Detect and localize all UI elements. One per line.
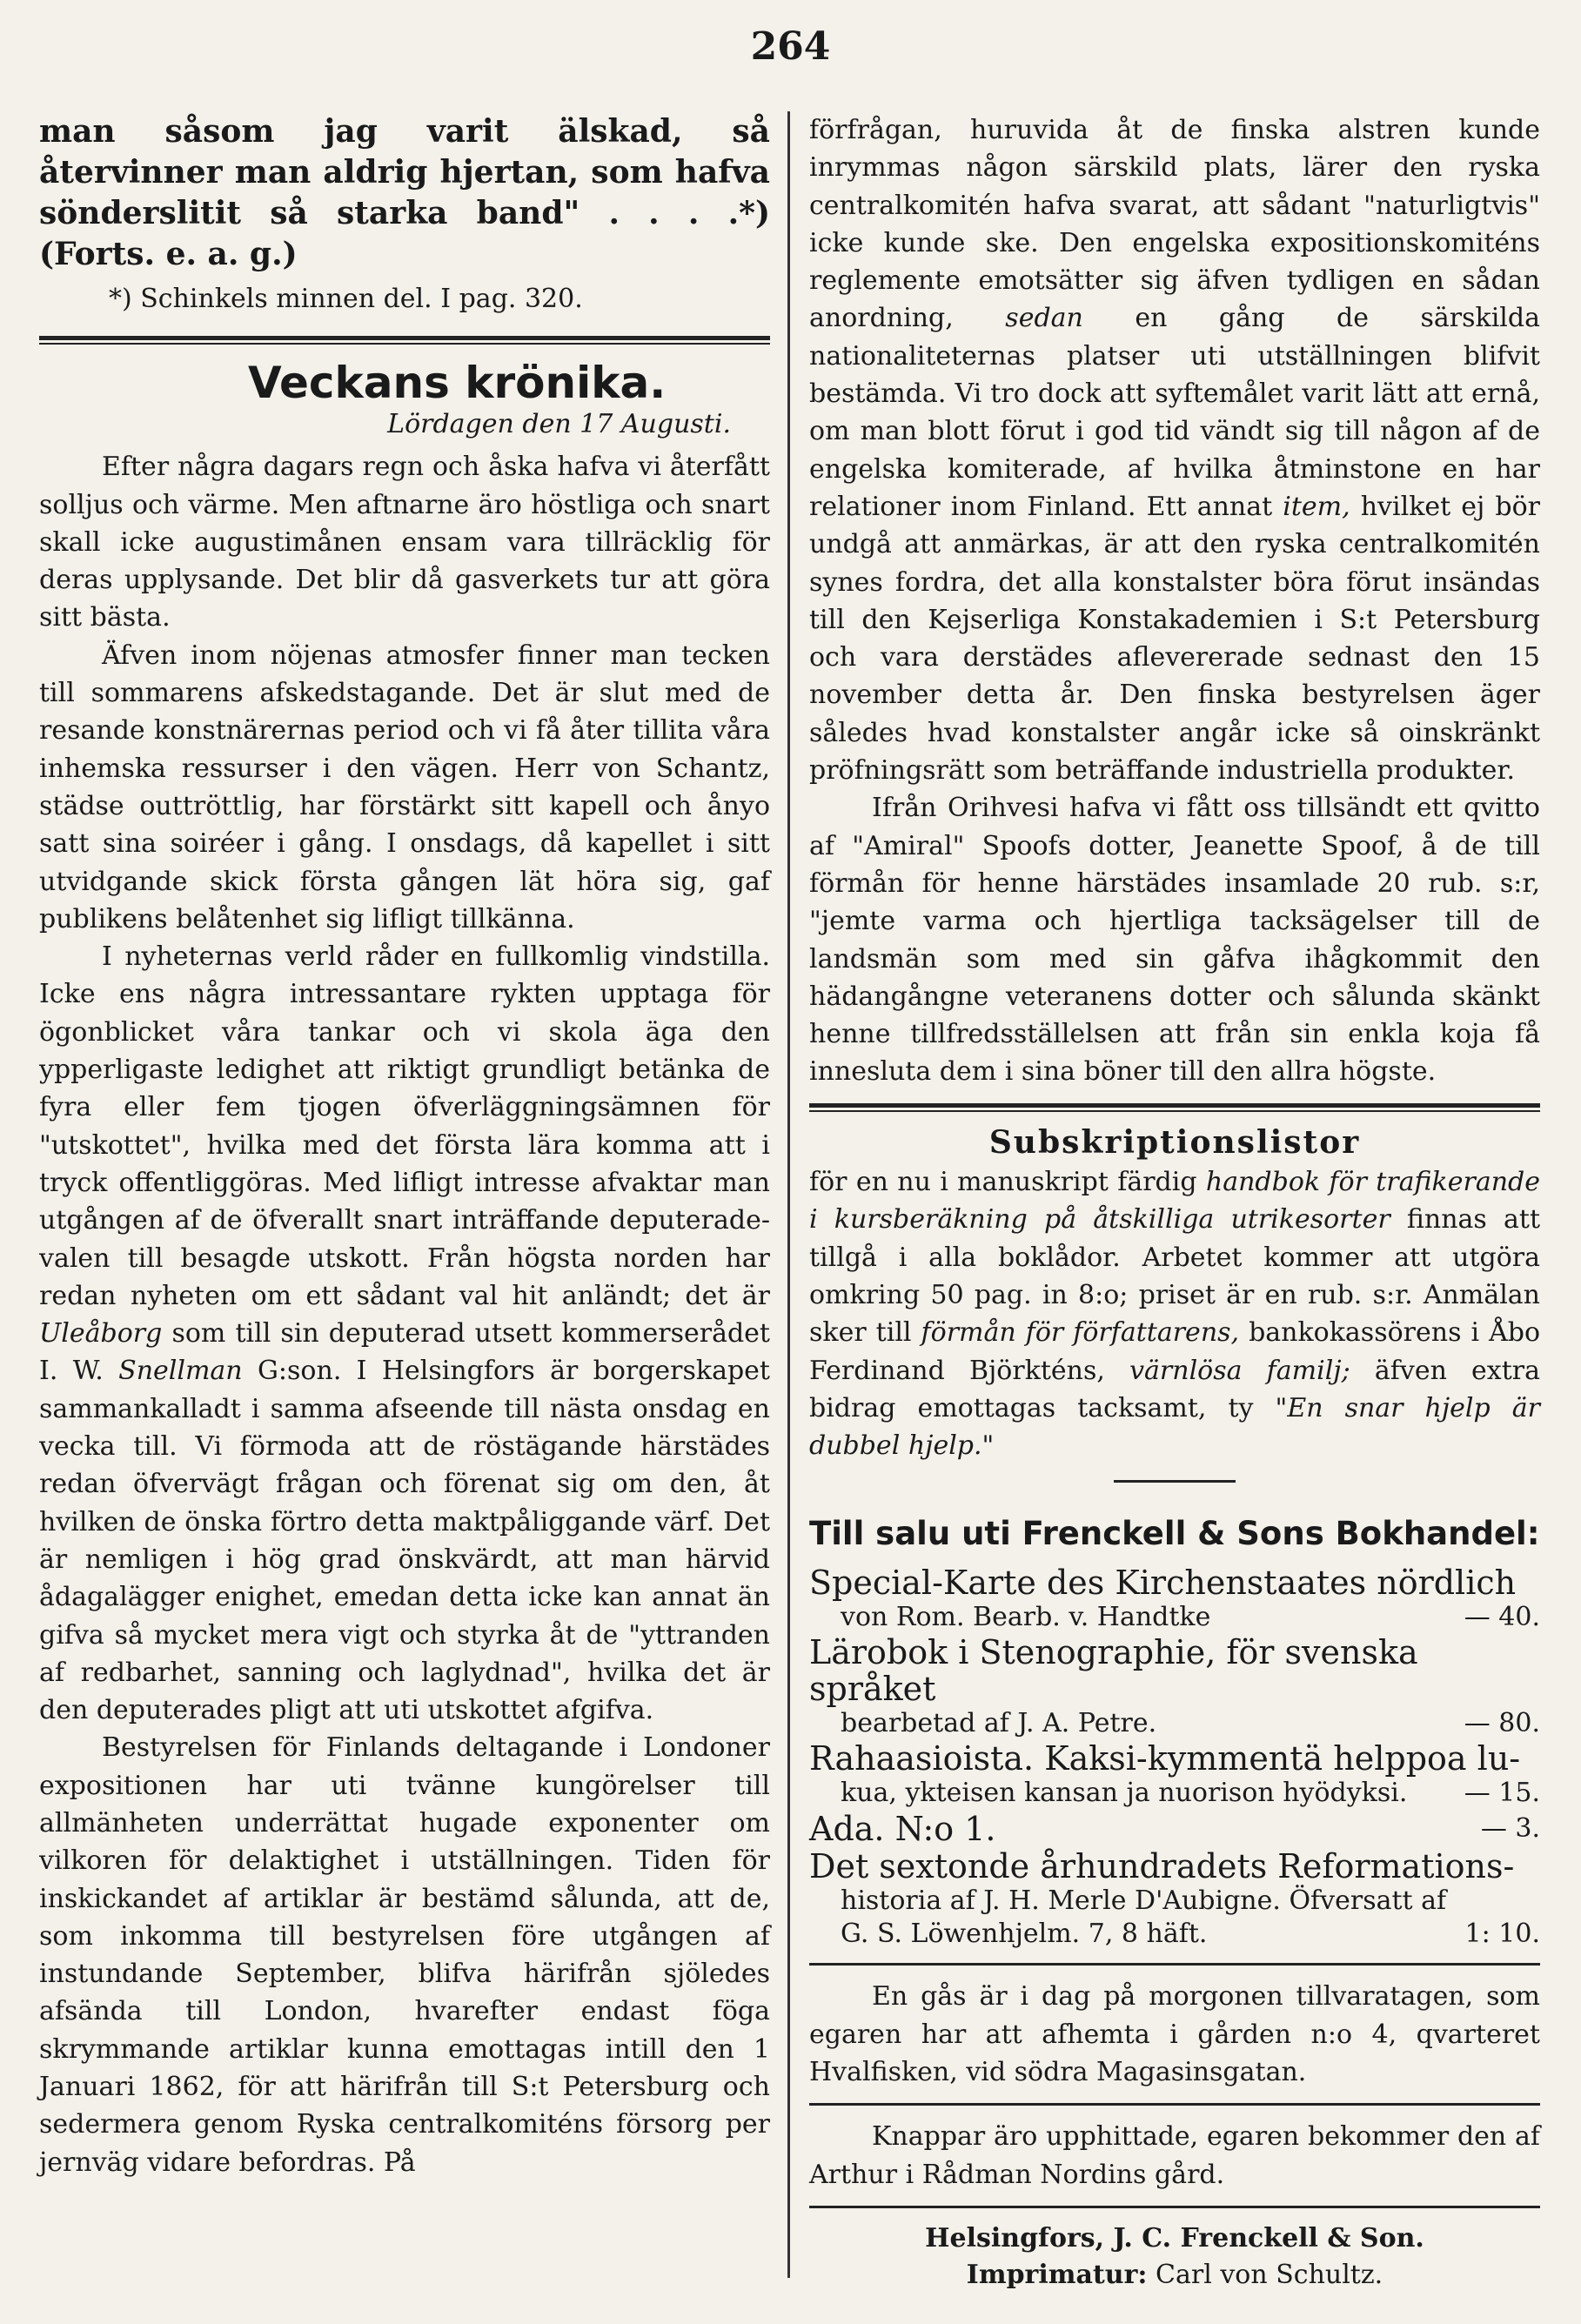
divider xyxy=(809,1963,1540,1966)
book-listing xyxy=(809,1810,1540,1848)
publisher-line: Helsingfors, J. C. Frenckell & Son. xyxy=(925,2222,1424,2254)
section-divider xyxy=(39,336,770,345)
book-title: Det sextonde århundradets Reformations- xyxy=(809,1847,1515,1886)
book-subtitle: G. S. Löwenhjelm. 7, 8 häft. xyxy=(841,1919,1208,1950)
book-subtitle: von Rom. Bearb. v. Handtke xyxy=(841,1602,1211,1633)
dateline: Lördagen den 17 Augusti. xyxy=(387,409,731,439)
book-price: — 15. xyxy=(1464,1778,1540,1809)
paragraph: Efter några dagars regn och åska hafva vi återfått solljus och värme. Men aftnarne äro höstliga och snart skall icke augustimånen ensam vara tillräcklig för deras upplysande. Det blir då gasverkets tur att göra sitt bästa. xyxy=(39,452,770,633)
bookshop-header: Till salu uti Frenckell & Sons Bokhandel: xyxy=(809,1515,1540,1553)
column-divider xyxy=(787,111,790,2278)
imprimatur-line: Imprimatur: Carl von Schultz. xyxy=(966,2259,1383,2290)
book-title: Special-Karte des Kirchenstaates nördlich xyxy=(809,1564,1517,1603)
paragraph: Bestyrelsen för Finlands deltagande i Londoner expositionen har uti tvänne kungörelser till allmänheten underrättat hugade exponenter om vilkoren för delaktighet i utställningen. Tiden för inskickandet af artiklar är bestämd sålunda, att de, som inkomma till bestyrelsen före utgången af instundande September, blifva härifrån sjöledes afsända till London, hvarefter endast föga skrymmande artiklar kunna emottagas intill den 1 Januari 1862, för att härifrån till S:t Petersburg och sedermera genom Ryska centralkomiténs försorg per jernväg vidare befordras. På xyxy=(39,1732,770,2178)
paragraph: I nyheternas verld råder en fullkomlig vindstilla. Icke ens några intressantare rykten upptaga för ögonblicket våra tankar och vi skola äga den ypperligaste ledighet att riktigt grundligt betänka de fyra eller fem tjogen öfverläggningsämnen för "utskottet", hvilka med det första lära komma att i tryck offentliggöras. Med lifligt intresse afvaktar man utgången af de öfverallt snart inträffande deputerade-valen till besagde utskott. Från högsta norden har redan nyheten om ett sådant val hit anländt; det är Uleåborg som till sin deputerad utsett kommerserådet I. W. Snellman G:son. I Helsingfors är borgerskapet sammankalladt i samma afseende till nästa onsdag en vecka till. Vi förmoda att de röstägande härstädes redan öfvervägt frågan och förenat sig om den, åt hvilken de önska förtro detta maktpåliggande värf. Det är nemligen i hög grad önskvärdt, att man härvid ådagalägger enighet, emedan detta icke kan annat än gifva så mycket mera vigt och styrka åt de "yttranden af redbarhet, sanning och laglydnad", hvilka det är den deputerades pligt att uti utskottet afgifva. xyxy=(39,941,770,1726)
paragraph: Ifrån Orihvesi hafva vi fått oss tillsändt ett qvitto af "Amiral" Spoofs dotter, Jeanette Spoof, å de till förmån för henne härstädes insamlade 20 rub. s:r, "jemte varma och hjertliga tacksägelser till de landsmän som med sin gåfva ihågkommit den hädangångne veteranens dotter och sålunda skänkt henne tillfredsställelsen att från sin enkla koja få innesluta dem i sina böner till den allra högste. xyxy=(809,793,1540,1088)
footnote: *) Schinkels minnen del. I pag. 320. xyxy=(109,284,583,314)
left-column xyxy=(39,111,770,2181)
right-column xyxy=(809,111,1540,2294)
section-heading: Veckans krönika. xyxy=(248,358,667,408)
book-price: 1: 10. xyxy=(1464,1919,1540,1950)
book-listing xyxy=(809,1564,1540,1634)
continued-text: man såsom jag varit älskad, så återvinner man aldrig hjertan, som hafva sönderslitit så starka band" . . . .*) (Forts. e. a. g.) xyxy=(39,113,770,272)
book-price: — 3. xyxy=(1480,1813,1540,1845)
imprint xyxy=(809,2220,1540,2294)
divider xyxy=(809,2103,1540,2106)
subscription-notice: för en nu i manuskript färdig handbok för trafikerande i kursberäkning på åtskilliga utrikesorter finnas att tillgå i alla boklådor. Arbetet kommer att utgöra omkring 50 pag. in 8:o; priset är en rub. s:r. Anmälan sker till förmån för författarens, bankokassörens i Åbo Ferdinand Björkténs, värnlösa familj; äfven extra bidrag emottagas tacksamt, ty "En snar hjelp är dubbel hjelp." xyxy=(809,1167,1541,1462)
book-price: — 80. xyxy=(1464,1708,1540,1739)
book-subtitle: bearbetad af J. A. Petre. xyxy=(841,1708,1157,1739)
section-divider xyxy=(809,1103,1540,1112)
book-title: Rahaasioista. Kaksi-kymmentä helppoa lu- xyxy=(809,1739,1521,1778)
divider xyxy=(809,2206,1540,2208)
book-listing xyxy=(809,1848,1540,1951)
notice: En gås är i dag på morgonen tillvaratagen, som egaren har att afhemta i gården n:o 4, qvarteret Hvalfisken, vid södra Magasinsgatan. xyxy=(809,1981,1540,2087)
book-price: — 40. xyxy=(1464,1602,1540,1633)
notice: Knappar äro upphittade, egaren bekommer den af Arthur i Rådman Nordins gård. xyxy=(809,2121,1540,2190)
subscription-heading: Subskriptionslistor xyxy=(988,1123,1361,1161)
book-title: Lärobok i Stenographie, för svenska språket xyxy=(809,1633,1418,1709)
short-rule xyxy=(1114,1480,1236,1483)
paragraph: förfrågan, huruvida åt de finska alstren kunde inrymmas någon särskild plats, lärer den ryska centralkomitén hafva svarat, att sådant "naturligtvis" icke kunde ske. Den engelska expositionskomiténs reglemente emotsätter sig äfven tydligen en sådan anordning, sedan en gång de särskilda nationaliteternas platser uti utställningen blifvit bestämda. Vi tro dock att syftemålet varit lätt att ernå, om man blott förut i god tid vändt sig till någon af de engelska komiterade, af hvilka åtminstone en har relationer inom Finland. Ett annat item, hvilket ej bör undgå att anmärkas, är att den ryska centralkomitén synes fordra, det alla konstalster böra förut insändas till den Kejserliga Konstakademien i S:t Petersburg och vara derstädes aflevererade sednast den 15 november detta år. Den finska bestyrelsen äger således hvad konstalster angår icke så oinskränkt pröfningsrätt som beträffande industriella produkter. xyxy=(809,115,1540,787)
book-title: Ada. N:o 1. xyxy=(809,1810,996,1849)
paragraph: Äfven inom nöjenas atmosfer finner man tecken till sommarens afskedstagande. Det är slut med de resande konstnärernas period och vi få åter tillita våra inhemska ressurser i den vägen. Herr von Schantz, städse outtröttlig, har förstärkt sitt kapell och ånyo satt sina soiréer i gång. I onsdags, då kapellet i sitt utvidgande skick första gången lät höra sig, gaf publikens belåtenhet sig lifligt tillkänna. xyxy=(39,640,770,934)
page-number: 264 xyxy=(750,24,831,69)
book-subtitle: kua, ykteisen kansan ja nuorison hyödyksi. xyxy=(841,1778,1408,1809)
book-listing xyxy=(809,1634,1540,1740)
book-subtitle: historia af J. H. Merle D'Aubigne. Öfversatt af xyxy=(841,1885,1447,1917)
book-listing xyxy=(809,1740,1540,1810)
